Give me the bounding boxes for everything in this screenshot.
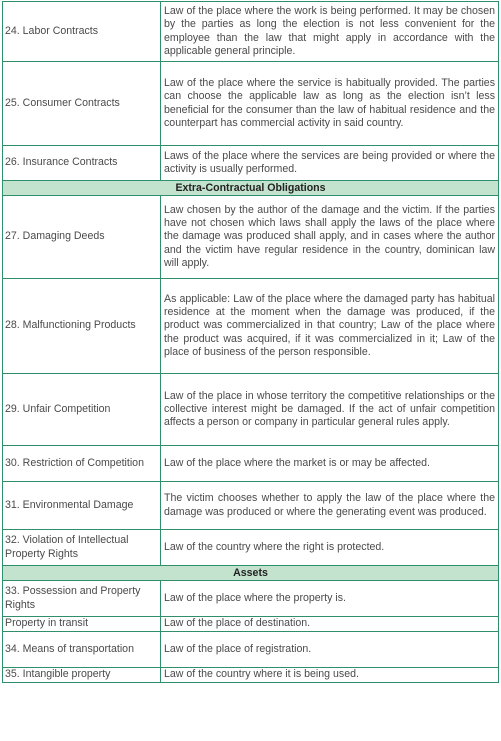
row-text: Law of the place of registration. xyxy=(161,632,499,668)
table-row xyxy=(3,374,499,446)
row-text: Law of the place where the property is. xyxy=(161,581,499,617)
row-label: 32. Violation of Intellectual Property Rights xyxy=(3,530,161,566)
row-label: 30. Restriction of Competition xyxy=(3,446,161,482)
row-text: Law chosen by the author of the damage and the victim. If the parties have not chosen which laws shall apply the laws of the place where the damage was produced shall apply, and in cases where the author and the victim have regular residence in the country, dominican law will apply. xyxy=(161,196,499,279)
conflict-of-laws-table-page xyxy=(2,1,498,683)
table-row xyxy=(3,146,499,181)
row-text: Law of the country where it is being used. xyxy=(161,668,499,683)
row-label: 24. Labor Contracts xyxy=(3,2,161,62)
row-text: Laws of the place where the services are being provided or where the activity is usually performed. xyxy=(161,146,499,181)
table-row xyxy=(3,668,499,683)
row-text: The victim chooses whether to apply the law of the place where the damage was produced or where the generating event was produced. xyxy=(161,482,499,530)
row-label: 29. Unfair Competition xyxy=(3,374,161,446)
row-text: As applicable: Law of the place where the damaged party has habitual residence at the moment when the damage was produced, if the product was commercialized in that country; Law of the place where the product was acquired, if it was commercialized in it; Law of the place of business of the person responsible. xyxy=(161,279,499,374)
table-row xyxy=(3,196,499,279)
table-row xyxy=(3,581,499,617)
row-label: 31. Environmental Damage xyxy=(3,482,161,530)
row-text: Law of the country where the right is protected. xyxy=(161,530,499,566)
row-text: Law of the place of destination. xyxy=(161,617,499,632)
row-label: 28. Malfunctioning Products xyxy=(3,279,161,374)
table-row xyxy=(3,530,499,566)
table-row xyxy=(3,617,499,632)
row-text: Law of the place where the market is or may be affected. xyxy=(161,446,499,482)
row-label: Property in transit xyxy=(3,617,161,632)
row-label: 27. Damaging Deeds xyxy=(3,196,161,279)
section-heading: Extra-Contractual Obligations xyxy=(3,181,499,196)
table-row xyxy=(3,62,499,146)
section-header-row xyxy=(3,566,499,581)
table-row xyxy=(3,482,499,530)
section-header-row xyxy=(3,181,499,196)
table-row xyxy=(3,279,499,374)
row-label: 34. Means of transportation xyxy=(3,632,161,668)
table-row xyxy=(3,446,499,482)
row-text: Law of the place where the service is habitually provided. The parties can choose the applicable law as long as the election isn’t less beneficial for the consumer than the law of habitual residence and the counterpart has commercial activity in said country. xyxy=(161,62,499,146)
row-label: 35. Intangible property xyxy=(3,668,161,683)
row-text: Law of the place where the work is being performed. It may be chosen by the parties as long the election is not less convenient for the employee than the law that might apply in accordance with the applicable general principle. xyxy=(161,2,499,62)
applicable-law-table xyxy=(2,1,499,683)
table-row xyxy=(3,2,499,62)
table-row xyxy=(3,632,499,668)
section-heading: Assets xyxy=(3,566,499,581)
row-label: 33. Possession and Property Rights xyxy=(3,581,161,617)
row-label: 25. Consumer Contracts xyxy=(3,62,161,146)
row-text: Law of the place in whose territory the competitive relationships or the collective interest might be damaged. If the act of unfair competition affects a person or company in particular general rules apply. xyxy=(161,374,499,446)
row-label: 26. Insurance Contracts xyxy=(3,146,161,181)
